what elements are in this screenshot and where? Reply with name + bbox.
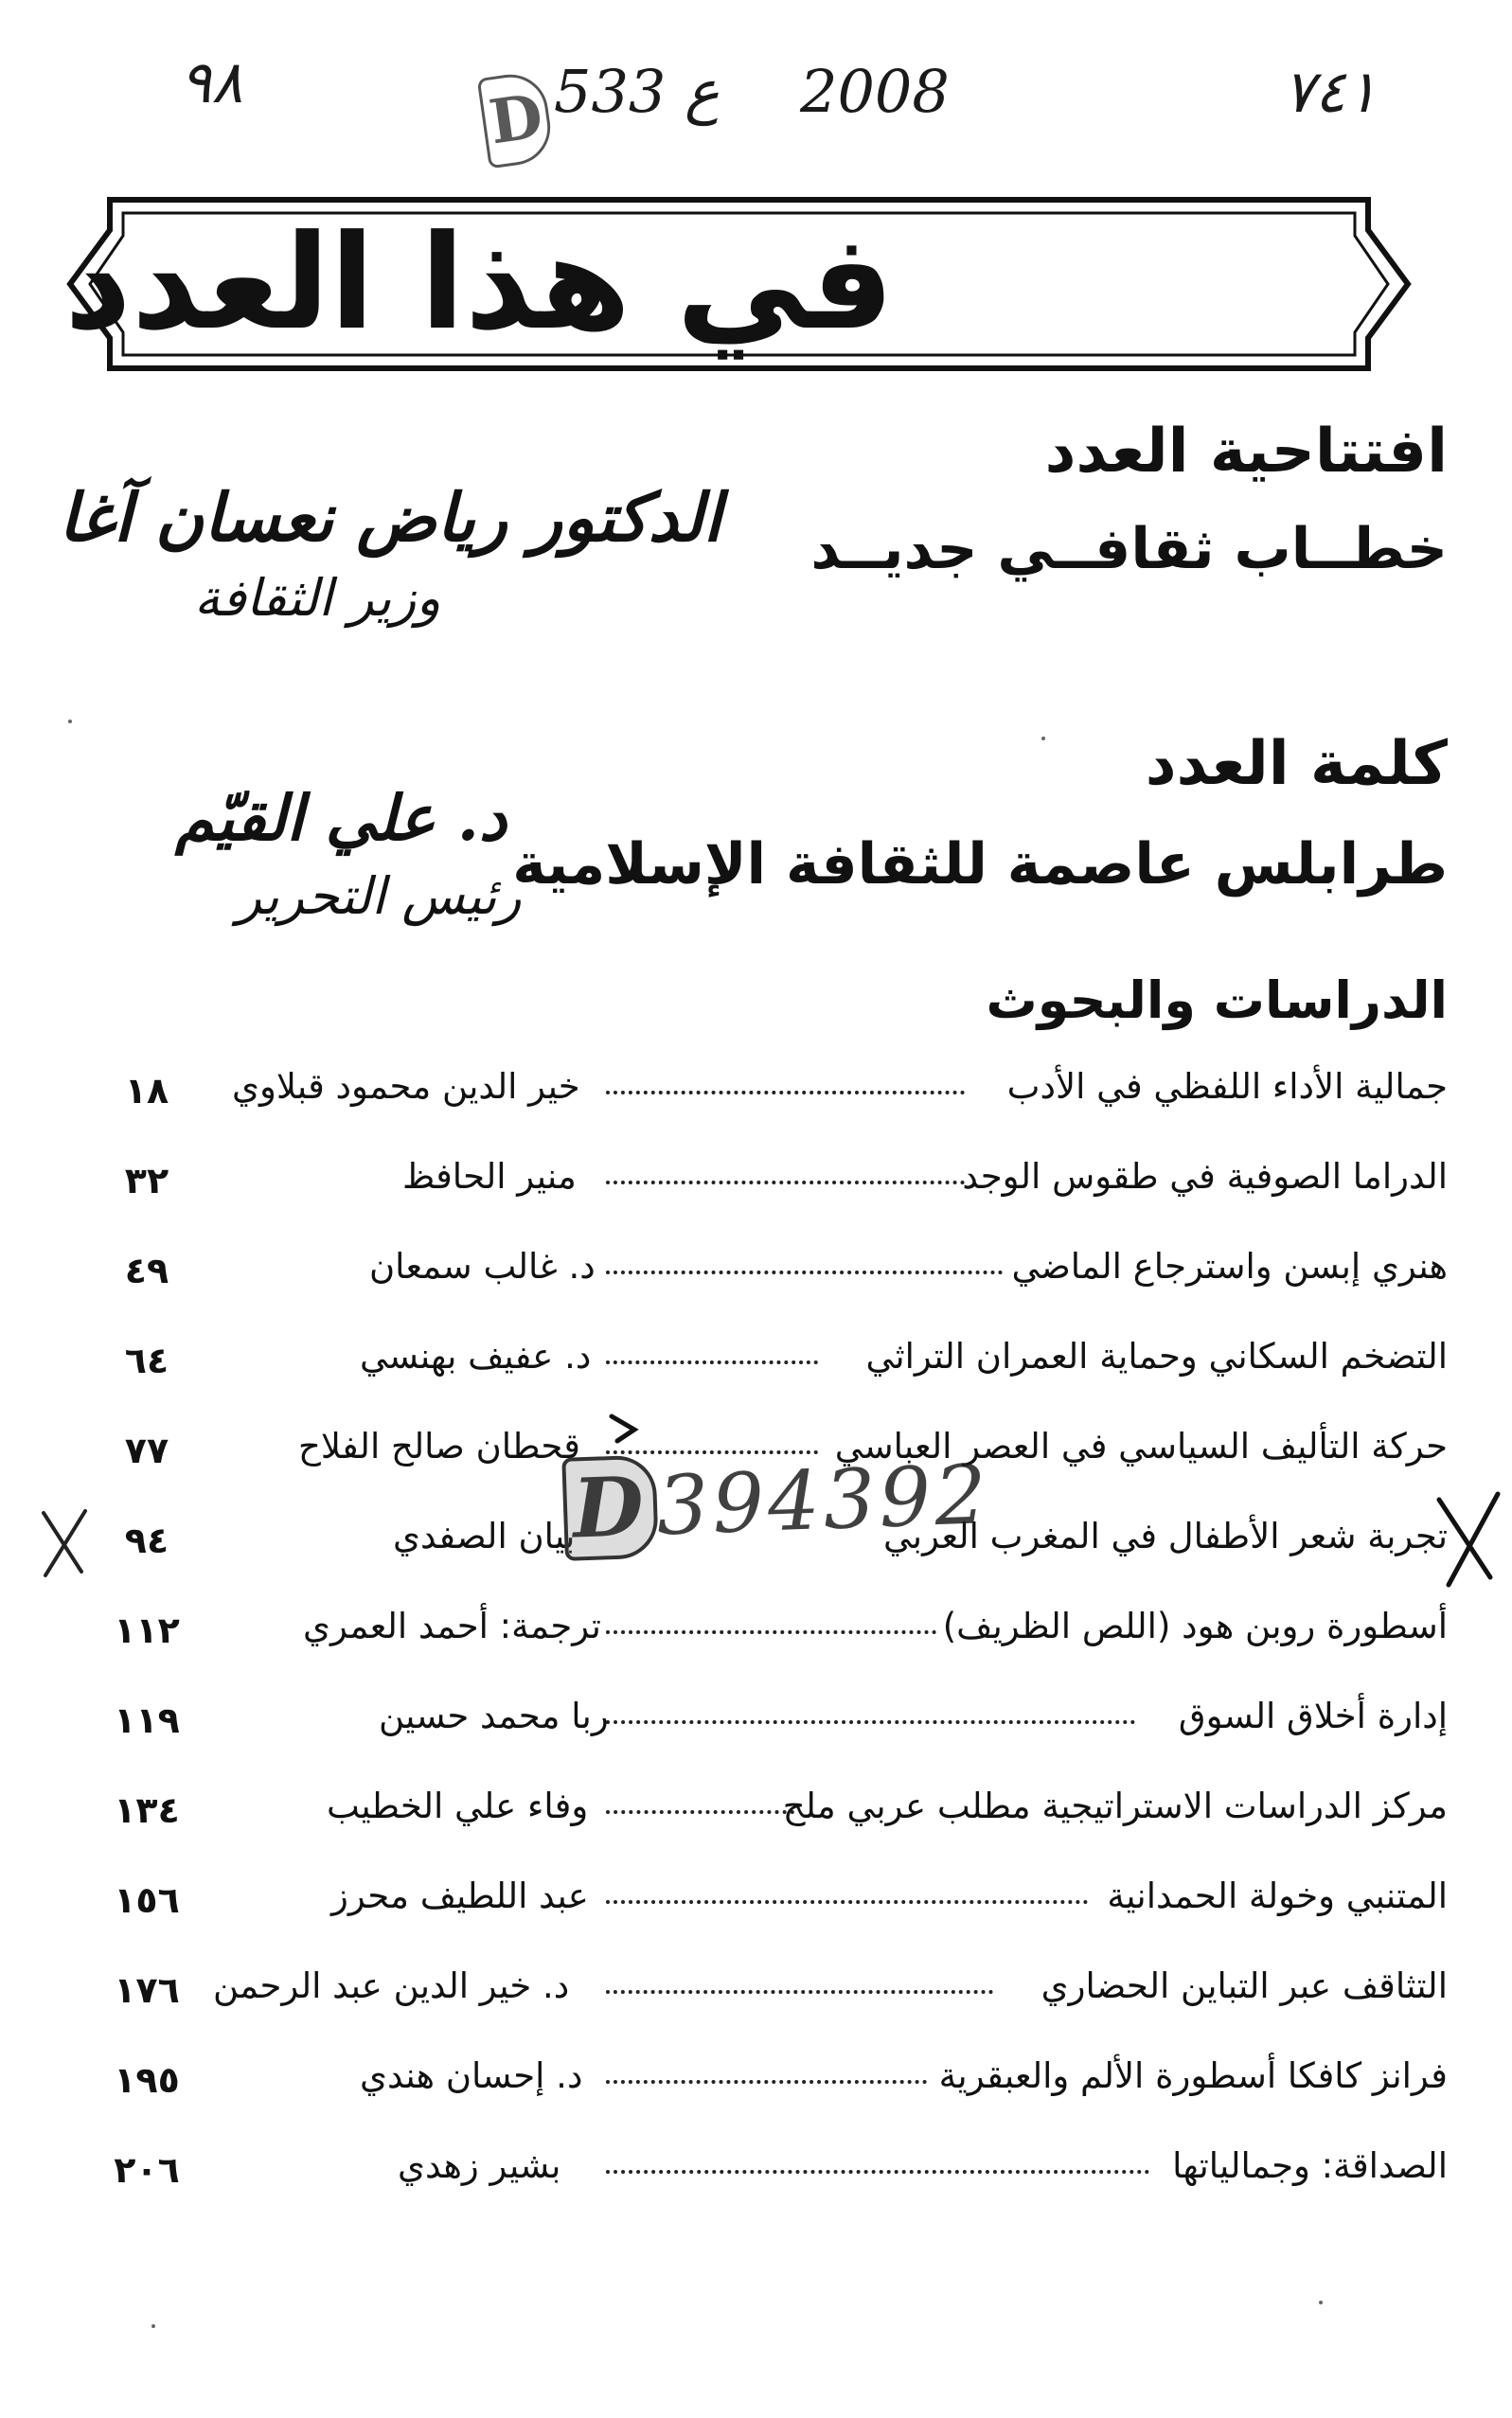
- opening-author-signature: الدكتور رياض نعسان آغا: [59, 478, 722, 557]
- toc-leader-dots: [606, 1900, 1088, 1904]
- toc-page-number: ١٩٥: [114, 2059, 180, 2101]
- editorial-author-role: رئيس التحرير: [237, 866, 522, 926]
- toc-article-title: حركة التأليف السياسي في العصر العباسي: [834, 1426, 1448, 1467]
- toc-article-title: فرانز كافكا أسطورة الألم والعبقرية: [938, 2055, 1448, 2096]
- toc-leader-dots: [606, 2170, 1149, 2174]
- toc-leader-dots: [606, 1990, 993, 1994]
- toc-author: بيان الصفدي: [393, 1516, 576, 1556]
- acquisition-stamp-letter: D: [561, 1454, 658, 1560]
- handwritten-left-number: ٩٨: [180, 47, 243, 116]
- toc-row: [66, 1148, 1448, 1238]
- toc-page-number: ١٣٤: [114, 1789, 180, 1831]
- toc-article-title: جمالية الأداء اللفظي في الأدب: [1006, 1066, 1448, 1107]
- toc-row: [66, 1778, 1448, 1868]
- toc-leader-dots: [606, 1810, 794, 1814]
- toc-page-number: ٣٢: [124, 1160, 169, 1201]
- opening-label: افتتاحية العدد: [1044, 417, 1448, 487]
- toc-author: د. عفيف بهنسي: [360, 1336, 592, 1377]
- toc-page-number: ٤٩: [124, 1250, 169, 1291]
- editorial-title: طرابلس عاصمة للثقافة الإسلامية: [512, 831, 1448, 898]
- toc-author: د. غالب سمعان: [369, 1246, 596, 1287]
- toc-row: [66, 1958, 1448, 2048]
- toc-page-number: ٧٧: [124, 1430, 169, 1471]
- acquisition-stamp-number: 394392: [654, 1448, 992, 1555]
- toc-author: ربا محمد حسين: [379, 1696, 609, 1736]
- toc-author: خير الدين محمود قبلاوي: [232, 1066, 580, 1107]
- toc-leader-dots: [606, 1360, 818, 1364]
- toc-article-title: الصداقة: وجمالياتها: [1172, 2145, 1448, 2186]
- handwritten-year: 2008: [800, 57, 950, 126]
- toc-leader-dots: [606, 1091, 965, 1094]
- toc-page-number: ٢٠٦: [114, 2149, 180, 2191]
- opening-author-role: وزير الثقافة: [194, 568, 441, 628]
- toc-row: [66, 2138, 1448, 2228]
- scan-speck: [68, 720, 72, 723]
- small-check-mark-icon: [606, 1409, 644, 1447]
- toc-row: [66, 1328, 1448, 1418]
- toc-page-number: ١٧٦: [114, 1969, 180, 2011]
- toc-leader-dots: [606, 1181, 965, 1184]
- acquisition-stamp: [561, 1443, 991, 1561]
- editorial-author-signature: د. علي القيّم: [175, 781, 507, 855]
- toc-page-number: ١١٩: [114, 1699, 180, 1741]
- toc-author: بشير زهدي: [398, 2145, 561, 2186]
- toc-article-title: مركز الدراسات الاستراتيجية مطلب عربي ملح: [782, 1786, 1448, 1826]
- toc-author: عبد اللطيف محرز: [331, 1876, 589, 1916]
- toc-author: د. إحسان هندي: [360, 2055, 583, 2096]
- issue-banner: [64, 194, 1414, 374]
- toc-page-number: ١١٢: [114, 1609, 180, 1651]
- opening-title: خطــاب ثقافــي جديــد: [810, 516, 1448, 582]
- toc-page-number: ٦٤: [124, 1340, 169, 1381]
- handwritten-right-number: ٧٤١: [1283, 57, 1378, 126]
- editorial-label: كلمة العدد: [1145, 729, 1448, 799]
- toc-article-title: تجربة شعر الأطفال في المغرب العربي: [882, 1516, 1448, 1556]
- scan-speck: [1319, 2301, 1323, 2304]
- studies-heading: الدراسات والبحوث: [986, 970, 1448, 1030]
- handwritten-code: 533 ع: [554, 57, 720, 126]
- toc-article-title: الدراما الصوفية في طقوس الوجد: [962, 1156, 1448, 1197]
- toc-row: [66, 1058, 1448, 1148]
- library-stamp-letter: D: [477, 70, 556, 169]
- toc-author: ترجمة: أحمد العمري: [303, 1606, 601, 1646]
- toc-page-number: ١٥٦: [114, 1879, 180, 1921]
- toc-row: [66, 1688, 1448, 1778]
- toc-row: [66, 1598, 1448, 1688]
- toc-leader-dots: [606, 1720, 1135, 1724]
- toc-article-title: المتنبي وخولة الحمدانية: [1107, 1876, 1448, 1916]
- toc-article-title: إدارة أخلاق السوق: [1178, 1696, 1448, 1736]
- toc-article-title: التضخم السكاني وحماية العمران التراثي: [865, 1336, 1448, 1377]
- toc-article-title: أسطورة روبن هود (اللص الظريف): [942, 1606, 1448, 1646]
- right-cross-mark-icon: [1430, 1486, 1505, 1591]
- banner-title: في هذا العدد: [64, 205, 895, 359]
- toc-page-number: ١٨: [124, 1070, 169, 1111]
- toc-article-title: هنري إبسن واسترجاع الماضي: [1011, 1246, 1448, 1287]
- toc-author: وفاء علي الخطيب: [327, 1786, 589, 1826]
- toc-page-number: ٩٤: [124, 1520, 169, 1561]
- scan-speck: [151, 2324, 155, 2328]
- toc-row: [66, 1868, 1448, 1958]
- toc-leader-dots: [606, 1271, 1003, 1274]
- scan-speck: [1041, 737, 1045, 740]
- toc-author: قحطان صالح الفلاح: [298, 1426, 580, 1467]
- table-of-contents: [66, 1058, 1448, 2228]
- toc-row: [66, 2048, 1448, 2138]
- toc-author: منير الحافظ: [402, 1156, 577, 1197]
- toc-row: [66, 1238, 1448, 1328]
- toc-leader-dots: [606, 1630, 936, 1634]
- toc-article-title: التثاقف عبر التباين الحضاري: [1041, 1965, 1448, 2006]
- toc-leader-dots: [606, 2080, 927, 2084]
- toc-author: د. خير الدين عبد الرحمن: [213, 1965, 570, 2006]
- left-cross-mark-icon: [36, 1505, 93, 1581]
